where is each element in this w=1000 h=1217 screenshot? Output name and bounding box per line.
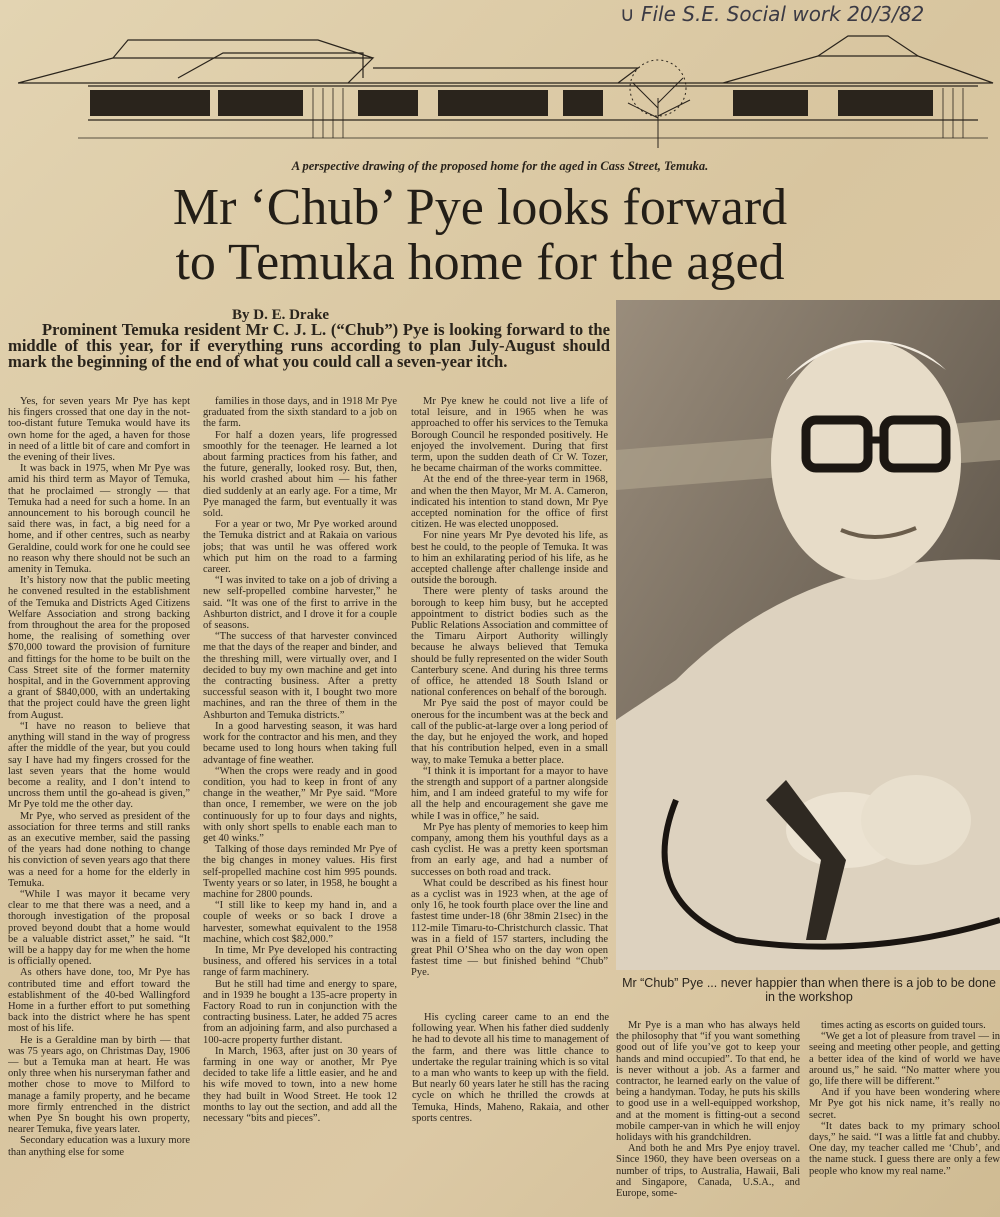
building-drawing [18, 28, 998, 158]
headline-line-2: to Temuka home for the aged [175, 234, 785, 291]
article-paragraph: Secondary education was a luxury more than anything else for some [8, 1135, 190, 1158]
article-paragraph: Talking of those days reminded Mr Pye of the big changes in money values. His first self-propelled machine cost him 995 pounds. Twenty years or so later, in 1958, he bought a machine for 2800 pounds. [203, 844, 397, 900]
article-column-6 [809, 1020, 1000, 1217]
article-paragraph: In time, Mr Pye developed his contracting business, and offered his services in a total range of farm machinery. [203, 944, 397, 979]
intro-paragraph: Prominent Temuka resident Mr C. J. L. (“Chub”) Pye is looking forward to the middle of this year, for if everything runs according to plan July-August should mark the beginning of the end of what you could call a seven-year itch. [8, 320, 610, 371]
photo-caption: Mr “Chub” Pye ... never happier than when there is a job to be done in the workshop [622, 976, 996, 1004]
article-paragraph: What could be described as his finest hour as a cyclist was in 1923 when, at the age of only 16, he took fourth place over the line and fastest time under-18 (6hr 38min 21sec) in the 112-mile Timaru-to-Christchurch classic. That was in a field of 157 starters, including the great Phil O’Shea who on the day won open fastest time — but finished behind “Chub” Pye. [411, 877, 608, 979]
article-paragraph: Mr Pye, who served as president of the association for three terms and still ranks as an executive member, said the passing of the years had done nothing to change his conviction of seven years ago that there was a need for a home for the elderly in Temuka. [8, 810, 190, 889]
article-paragraph: He is a Geraldine man by birth — that was 75 years ago, on Christmas Day, 1906 — but a Temuka man at heart. He was only three when his nurseryman father and mother chose to move to Milford to manage a family property, and he became more firmly entrenched in the district when Pye Sn bought his own property, nearer Temuka, five years later. [8, 1034, 190, 1136]
article-paragraph: For nine years Mr Pye devoted his life, as best he could, to the people of Temuka. It was to him an exhilarating period of his life, as he accepted challenge after challenge inside and outside the borough. [411, 530, 608, 587]
article-paragraph: “While I was mayor it became very clear to me that there was a need, and a thorough investigation of the proposal proved beyond doubt that a home would be a valuable district asset,” he said. “It will be a happy day for me when the home is officially opened. [8, 888, 190, 968]
headline [0, 180, 960, 290]
article-paragraph: Yes, for seven years Mr Pye has kept his fingers crossed that one day in the not-too-distant future Temuka would have its own home for the aged, a haven for those in need of a little bit of care and comfort in the evening of their lives. [8, 396, 190, 464]
article-paragraph: It’s history now that the public meeting he convened resulted in the establishment of the Temuka and Districts Aged Citizens Welfare Association and strong backing from throughout the area for the proposed home, the realising of something over $70,000 toward the provision of furniture and fittings for the home to be built on the Cass Street site of the former maternity hospital, and in the Government approving a grant of $840,000, with an undertaking that the project could have the green light from August. [8, 575, 190, 721]
article-paragraph: “It dates back to my primary school days,” he said. “I was a little fat and chubby. One day, my teacher called me ‘Chub’, and the name stuck. I guess there are only a few people who know my real name.” [809, 1120, 1000, 1177]
portrait-photo [616, 300, 1000, 970]
handwritten-note: ∪ File S.E. Social work 20/3/82 [620, 2, 925, 26]
article-paragraph: Mr Pye is a man who has always held the philosophy that “if you want something good out of life you’ve got to keep your hands and mind occupied”. To that end, he is never without a job. As a farmer and contractor, he learned early on the value of being a handyman. Today, he puts his skills to good use in a well-equipped workshop, and at the moment is fitting-out a second mobile camper-van in which he will enjoy holidays with his grandchildren. [616, 1020, 800, 1144]
article-column-5 [616, 1020, 800, 1217]
headline-line-1: Mr ‘Chub’ Pye looks forward [172, 179, 788, 236]
article-paragraph: “I still like to keep my hand in, and a couple of weeks or so back I drove a harvester, somewhat equivalent to the 1958 machine, which cost $82,000.” [203, 900, 397, 945]
article-paragraph: There were plenty of tasks around the borough to keep him busy, but he accepted appointment to district bodies such as the Public Relations Association and committee of the Timaru Airport Authority willingly because he always believed that Temuka should be fully represented on the wider South Canterbury scene. And during his three terms of office, he attended 18 South Island or national conferences on behalf of the borough. [411, 586, 608, 699]
article-column-4 [412, 1012, 609, 1217]
article-paragraph: It was back in 1975, when Mr Pye was amid his third term as Mayor of Temuka, that he proclaimed — strongly — that Temuka had a need for such a home. In an announcement to his borough council he said there was, in fact, a big need for a home, and if other centres, such as nearby Geraldine, could work for one he could see no reason why there should not be such an amenity in Temuka. [8, 463, 190, 576]
article-paragraph: And both he and Mrs Pye enjoy travel. Since 1960, they have been overseas on a number of trips, to Australia, Hawaii, Bali and Singapore, Canada, U.S.A., and Europe, some- [616, 1143, 800, 1200]
article-paragraph: His cycling career came to an end the following year. When his father died suddenly he had to devote all his time to management of the farm, and there was little chance to undertake the regular training which is so vital to a man who wants to keep up with the field. But nearly 60 years later he still has the racing cycle on which he thrilled the crowds at Temuka, Hinds, Maheno, Rakaia, and other sports centres. [412, 1012, 609, 1124]
article-column-2 [203, 396, 397, 1217]
article-paragraph: times acting as escorts on guided tours. [821, 1020, 986, 1031]
article-paragraph: But he still had time and energy to spare, and in 1939 he bought a 135-acre property in Factory Road to run in conjunction with the contracting business. Later, he added 75 acres from an adjoining farm, and also purchased a 100-acre property further distant. [203, 978, 397, 1046]
article-paragraph: families in those days, and in 1918 Mr Pye graduated from the sixth standard to a job on the farm. [203, 396, 397, 430]
article-paragraph: In a good harvesting season, it was hard work for the contractor and his men, and they became used to long hours when taking full advantage of fine weather. [203, 720, 397, 766]
article-paragraph: As others have done, too, Mr Pye has contributed time and effort toward the establishment of the 40-bed Wallingford Home in a further effort to put something back into the district where he has spent most of his life. [8, 967, 190, 1035]
article-paragraph: “I have no reason to believe that anything will stand in the way of progress after the middle of the year, but you could say I have had my fingers crossed for the last seven years that the home would become a reality, and I don’t intend to uncross them until the go-ahead is given,” Mr Pye told me the other day. [8, 720, 190, 811]
drawing-caption: A perspective drawing of the proposed home for the aged in Cass Street, Temuka. [291, 159, 709, 173]
article-column-1 [8, 396, 190, 1217]
article-paragraph: “The success of that harvester convinced me that the days of the reaper and binder, and the threshing mill, were virtually over, and I decided to buy my own machine and get into the contracting business. After a pretty successful season with it, I bought two more machines, and ran the three of them in the Ashburton and Temuka districts.” [203, 631, 397, 721]
man-with-drill-image [616, 300, 1000, 970]
article-column-3 [411, 396, 608, 1016]
article-paragraph: Mr Pye said the post of mayor could be onerous for the incumbent was at the beck and call of the public-at-large over a long period of the day, but he enjoyed the work, and hoped that his contribution helped, even in a small way, to make Temuka a better place. [411, 698, 608, 766]
article-paragraph: “I was invited to take on a job of driving a new self-propelled combine harvester,” he said. “It was one of the first to arrive in the Ashburton district, and I drove it for a couple of seasons. [203, 575, 397, 632]
article-paragraph: “We get a lot of pleasure from travel — in seeing and meeting other people, and getting a better idea of the kind of world we have around us,” he said. “No matter where you go, life there will be different.” [809, 1031, 1000, 1088]
article-paragraph: In March, 1963, after just on 30 years of farming in one way or another, Mr Pye decided to take life a little easier, and he and his wife moved to town, into a new home they had built in Wood Street. He took 12 months to lay out the section, and add all the necessary “bits and pieces”. [203, 1045, 397, 1124]
article-paragraph: And if you have been wondering where Mr Pye got his nick name, it’s really no secret. [809, 1087, 1000, 1121]
article-paragraph: For half a dozen years, life progressed smoothly for the teenager. He learned a lot about farming practices from his father, and the future, generally, looked rosy. But, then, his world crashed about him — his father died suddenly at an early age. For a time, Mr Pye managed the farm, but eventually it was sold. [203, 429, 397, 520]
article-paragraph: At the end of the three-year term in 1968, and when the then Mayor, Mr M. A. Cameron, indicated his intention to stand down, Mr Pye accepted nomination for the office of first citizen. He was elected unopposed. [411, 474, 608, 531]
article-paragraph: “When the crops were ready and in good condition, you had to keep in front of any change in the weather,” Mr Pye said. “More than once, I remember, we were on the job continuously for up to four days and nights, with only short spells to enable each man to get 40 winks.” [203, 765, 397, 844]
article-paragraph: Mr Pye has plenty of memories to keep him company, among them his youthful days as a cash cyclist. He was a pretty keen sportsman from an early age, and had a number of successes on both road and track. [411, 821, 608, 878]
article-paragraph: “I think it is important for a mayor to have the strength and support of a partner alongside him, and I am indeed grateful to my wife for all the help and encouragement she gave me while I was in office,” he said. [411, 765, 608, 822]
article-paragraph: Mr Pye knew he could not live a life of total leisure, and in 1965 when he was approached to offer his services to the Temuka Borough Council he responded positively. He enjoyed the involvement. During that first term, upon the sudden death of Cr W. Tozer, he became chairman of the works committee. [411, 396, 608, 475]
article-paragraph: For a year or two, Mr Pye worked around the Temuka district and at Rakaia on various jobs; that was until he was offered work which put him on the road to a farming career. [203, 519, 397, 576]
byline: By D. E. Drake [232, 307, 330, 323]
